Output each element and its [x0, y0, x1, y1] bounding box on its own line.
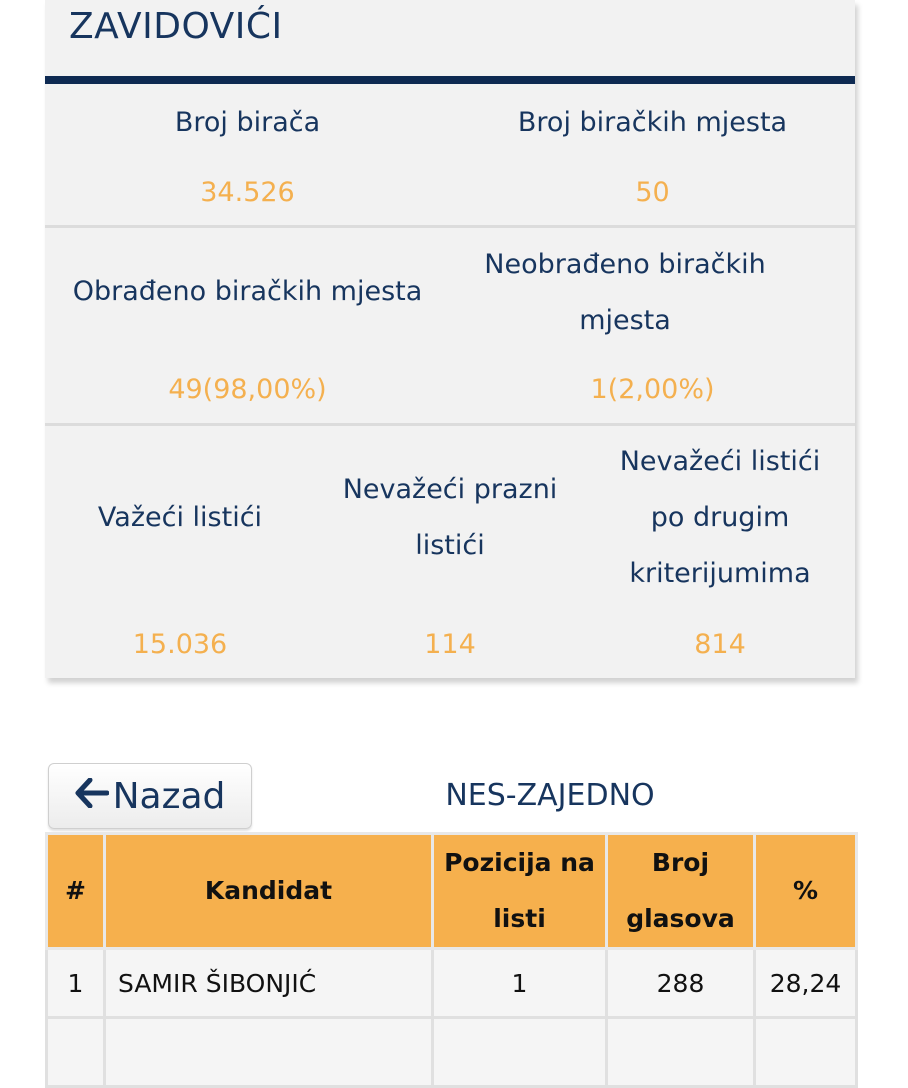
stat-label-processed: Obrađeno biračkih mjesta [72, 276, 423, 307]
column-header-candidate[interactable]: Kandidat [105, 834, 433, 949]
stat-label-polling-stations: Broj biračkih mjesta [517, 107, 788, 138]
stat-label-invalid-blank: Nevažeći prazni listići [342, 474, 558, 561]
row-divider [45, 423, 855, 426]
back-button-label: Nazad [112, 775, 226, 817]
stat-value-processed: 49(98,00%) [168, 374, 327, 405]
left-arrow-icon [75, 776, 109, 817]
stat-label-valid-ballots: Važeći listići [97, 502, 263, 533]
municipality-title: ZAVIDOVIĆI [69, 6, 283, 47]
stat-value-invalid-blank: 114 [424, 629, 476, 660]
stat-label-voters: Broj birača [174, 107, 321, 138]
column-header-votes[interactable]: Broj glasova [607, 834, 755, 949]
cell-percent: 28,24 [755, 949, 857, 1018]
column-header-percent[interactable]: % [755, 834, 857, 949]
party-name: NES-ZAJEDNO [445, 778, 655, 813]
stat-label-unprocessed: Neobrađeno biračkih mjesta [484, 249, 766, 336]
table-row [47, 1018, 857, 1087]
column-header-list-position[interactable]: Pozicija na listi [433, 834, 607, 949]
back-button[interactable] [48, 763, 252, 829]
stat-value-valid-ballots: 15.036 [132, 629, 228, 660]
stat-value-voters: 34.526 [200, 177, 295, 208]
stat-value-unprocessed: 1(2,00%) [590, 374, 715, 405]
cell-number: 1 [47, 949, 105, 1018]
stat-value-invalid-other: 814 [694, 629, 746, 660]
candidates-table [45, 832, 858, 1088]
cell-votes: 288 [607, 949, 755, 1018]
row-divider [45, 225, 855, 228]
table-row [47, 949, 857, 1018]
stat-label-invalid-other: Nevažeći listići po drugim kriterijumima [619, 446, 821, 589]
cell-candidate: SAMIR ŠIBONJIĆ [105, 949, 433, 1018]
table-header-row [47, 834, 857, 949]
cell-list-position: 1 [433, 949, 607, 1018]
title-divider [45, 76, 855, 84]
stat-value-polling-stations: 50 [635, 177, 670, 208]
column-header-number[interactable]: # [47, 834, 105, 949]
municipality-stats-card [45, 0, 855, 678]
